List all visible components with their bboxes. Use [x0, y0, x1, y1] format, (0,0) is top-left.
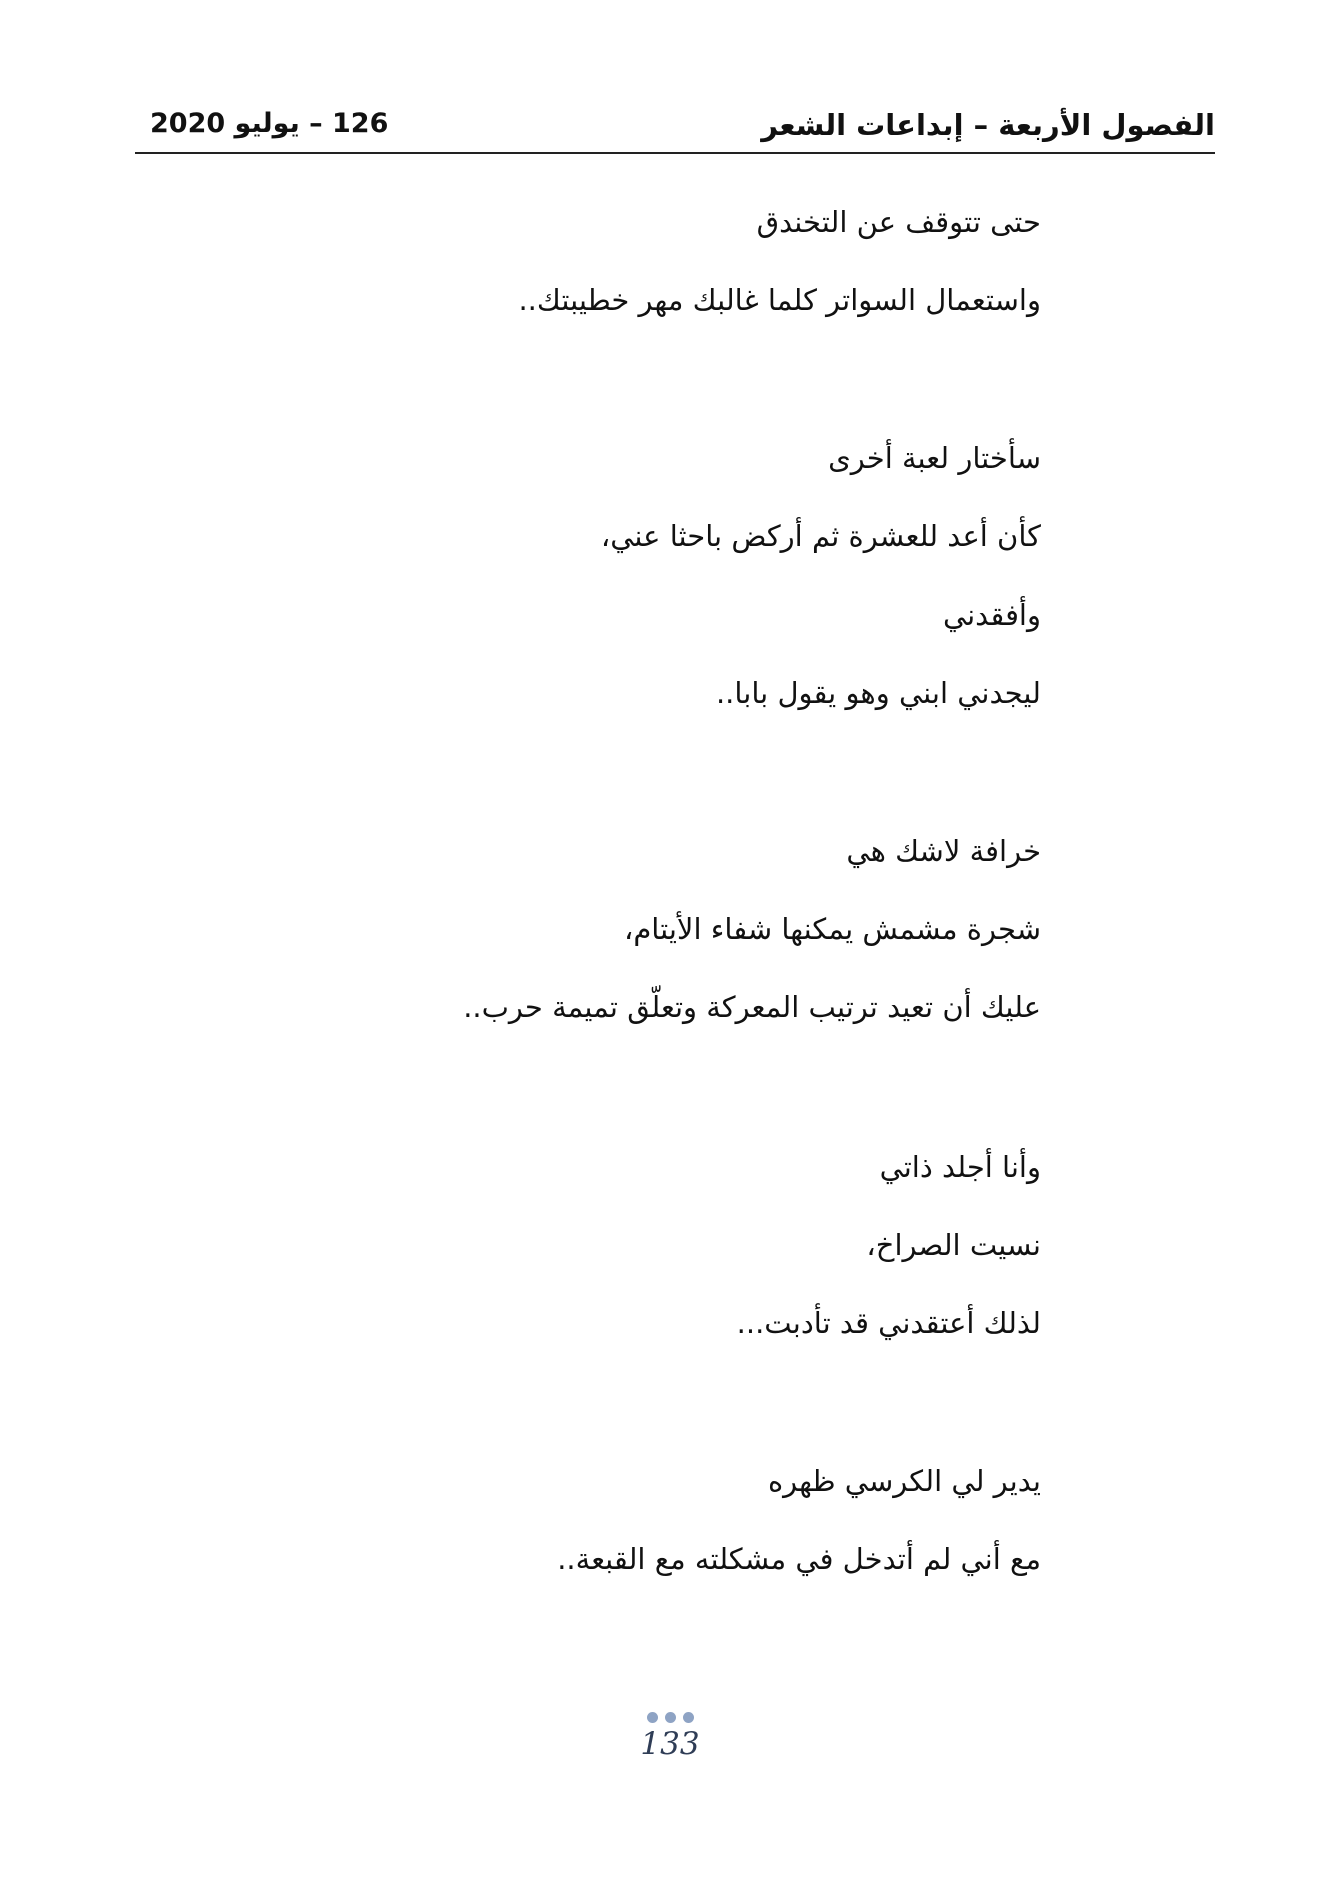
poem-line: كأن أعد للعشرة ثم أركض باحثا عني، — [600, 519, 1041, 553]
poem-line: واستعمال السواتر كلما غالبك مهر خطيبتك.. — [518, 283, 1041, 317]
journal-title: الفصول الأربعة – إبداعات الشعر — [761, 108, 1215, 142]
page-number: 133 — [640, 1726, 700, 1762]
page-footer — [620, 1712, 720, 1762]
issue-info: 126 – يوليو 2020 — [150, 108, 389, 139]
poem-line: خرافة لاشك هي — [846, 834, 1041, 868]
page-header — [135, 100, 1215, 154]
poem-line: عليك أن تعيد ترتيب المعركة وتعلّق تميمة حرب.. — [463, 990, 1041, 1024]
poem-line: سأختار لعبة أخرى — [828, 441, 1041, 475]
dot-icon — [683, 1712, 694, 1723]
poem-line: نسيت الصراخ، — [866, 1228, 1041, 1262]
poem-line: وأفقدني — [942, 598, 1041, 632]
dot-icon — [665, 1712, 676, 1723]
poem-line: لذلك أعتقدني قد تأدبت... — [736, 1306, 1041, 1340]
poem-line: حتى تتوقف عن التخندق — [756, 205, 1041, 239]
dot-icon — [647, 1712, 658, 1723]
poem-line: يدير لي الكرسي ظهره — [767, 1464, 1041, 1498]
poem-line: ليجدني ابني وهو يقول بابا.. — [715, 676, 1041, 710]
poem-line: مع أني لم أتدخل في مشكلته مع القبعة.. — [557, 1542, 1041, 1576]
ornament-dots-icon — [620, 1712, 720, 1724]
poem-line: وأنا أجلد ذاتي — [879, 1150, 1041, 1184]
poem-line: شجرة مشمش يمكنها شفاء الأيتام، — [623, 912, 1041, 946]
